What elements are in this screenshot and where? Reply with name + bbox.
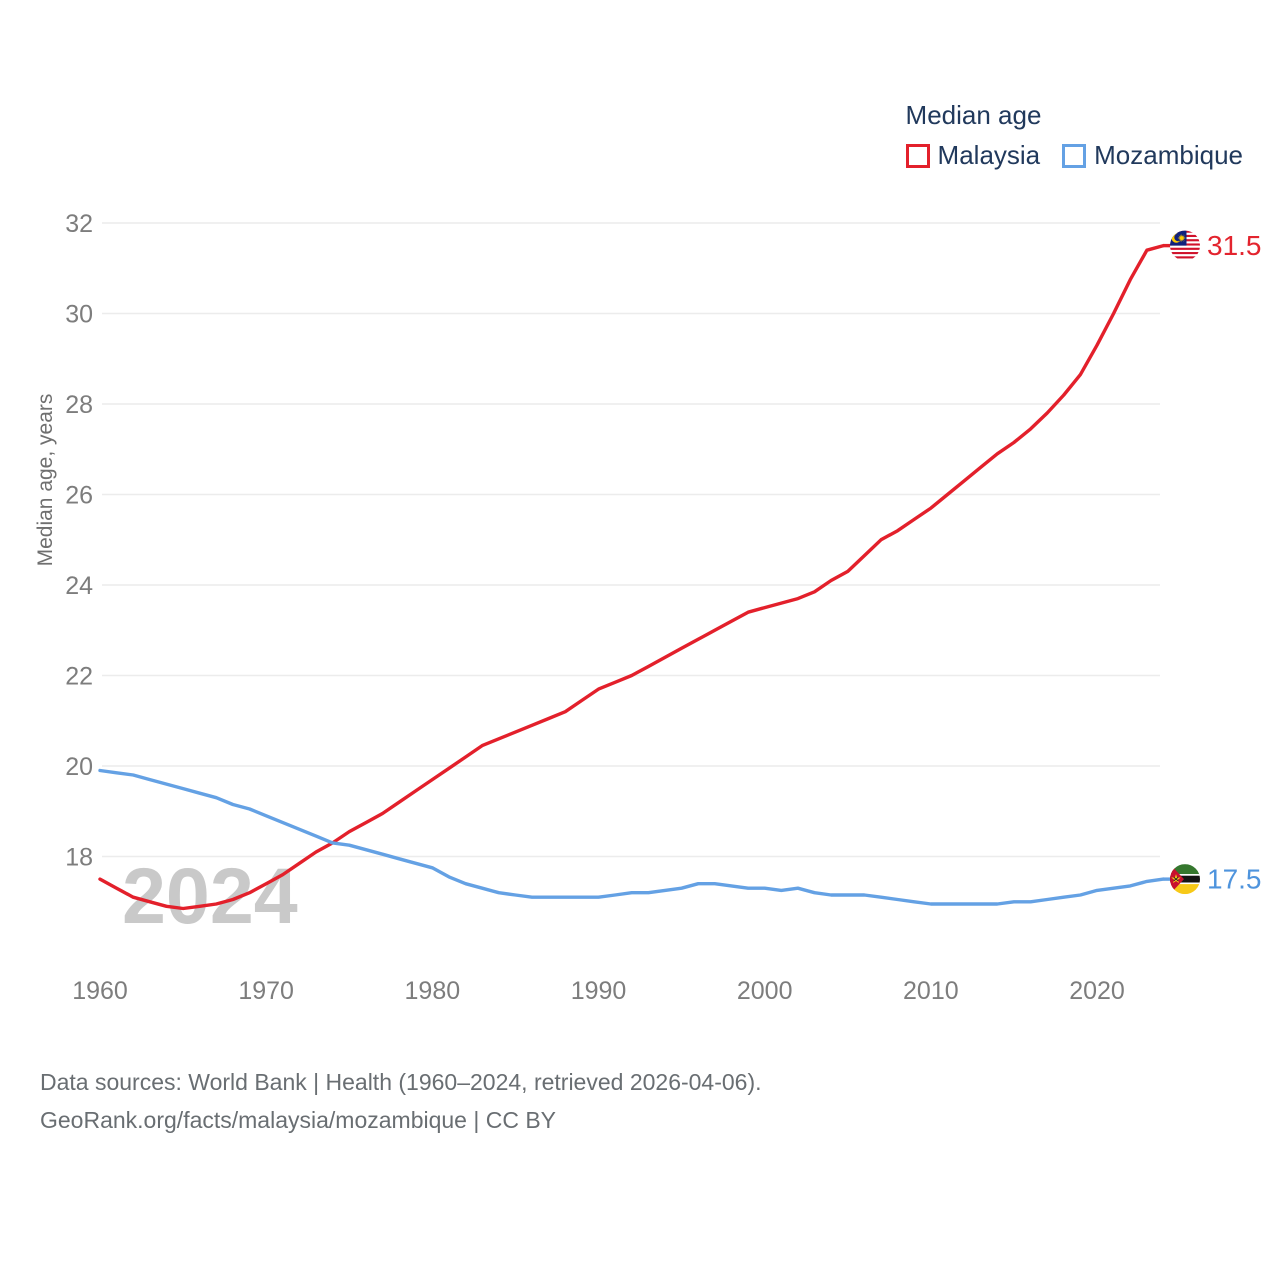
legend-item-malaysia[interactable] [906, 140, 1041, 171]
mozambique-flag-bands [1170, 864, 1200, 894]
malaysia-swatch-icon [906, 144, 930, 168]
x-tick-label: 2020 [1069, 977, 1125, 1005]
x-tick-label: 1980 [404, 977, 461, 1005]
flag-stripe [1170, 258, 1200, 260]
y-tick-label: 24 [65, 572, 93, 600]
chart-legend [906, 100, 1243, 171]
y-tick-label: 32 [65, 210, 93, 238]
series-line-malaysia [100, 246, 1164, 909]
y-tick-label: 26 [65, 481, 93, 510]
x-tick-label: 1960 [72, 977, 128, 1005]
attribution-line: GeoRank.org/facts/malaysia/mozambique | CC BY [40, 1107, 557, 1133]
flag-stripe [1170, 246, 1200, 248]
legend-item-label: Malaysia [937, 140, 1041, 170]
end-value-label-malaysia: 31.5 [1207, 230, 1262, 262]
y-tick-label: 22 [65, 662, 93, 691]
x-tick-label: 2000 [736, 977, 793, 1005]
y-tick-label: 18 [65, 843, 93, 872]
legend-item-mozambique[interactable] [1062, 140, 1243, 171]
y-tick-label: 28 [65, 391, 93, 419]
flag-stripe [1170, 252, 1200, 254]
legend-title: Median age [905, 100, 1042, 130]
flag-stripe [1170, 256, 1200, 258]
year-watermark: 2024 [122, 851, 298, 940]
y-tick-label: 20 [65, 753, 93, 781]
footer [40, 1063, 762, 1139]
end-value-label-mozambique: 17.5 [1207, 863, 1262, 895]
x-tick-label: 1970 [238, 977, 294, 1005]
legend-item-label: Mozambique [1094, 140, 1243, 170]
y-axis-title: Median age, years [34, 393, 57, 567]
x-tick-label: 1990 [570, 977, 627, 1005]
malaysia-flag-icon [1170, 231, 1200, 261]
data-sources-line: Data sources: World Bank | Health (1960–2024, retrieved 2026-04-06). [40, 1069, 762, 1095]
x-tick-label: 2010 [903, 977, 959, 1005]
malaysia-flag-stripes [1170, 231, 1200, 261]
flag-stripe [1170, 250, 1200, 252]
y-tick-label: 30 [65, 300, 93, 329]
mozambique-flag-icon [1170, 864, 1200, 894]
flag-stripe [1170, 248, 1200, 250]
legend-row [906, 140, 1243, 171]
mozambique-swatch-icon [1062, 144, 1086, 168]
flag-stripe [1170, 254, 1200, 256]
